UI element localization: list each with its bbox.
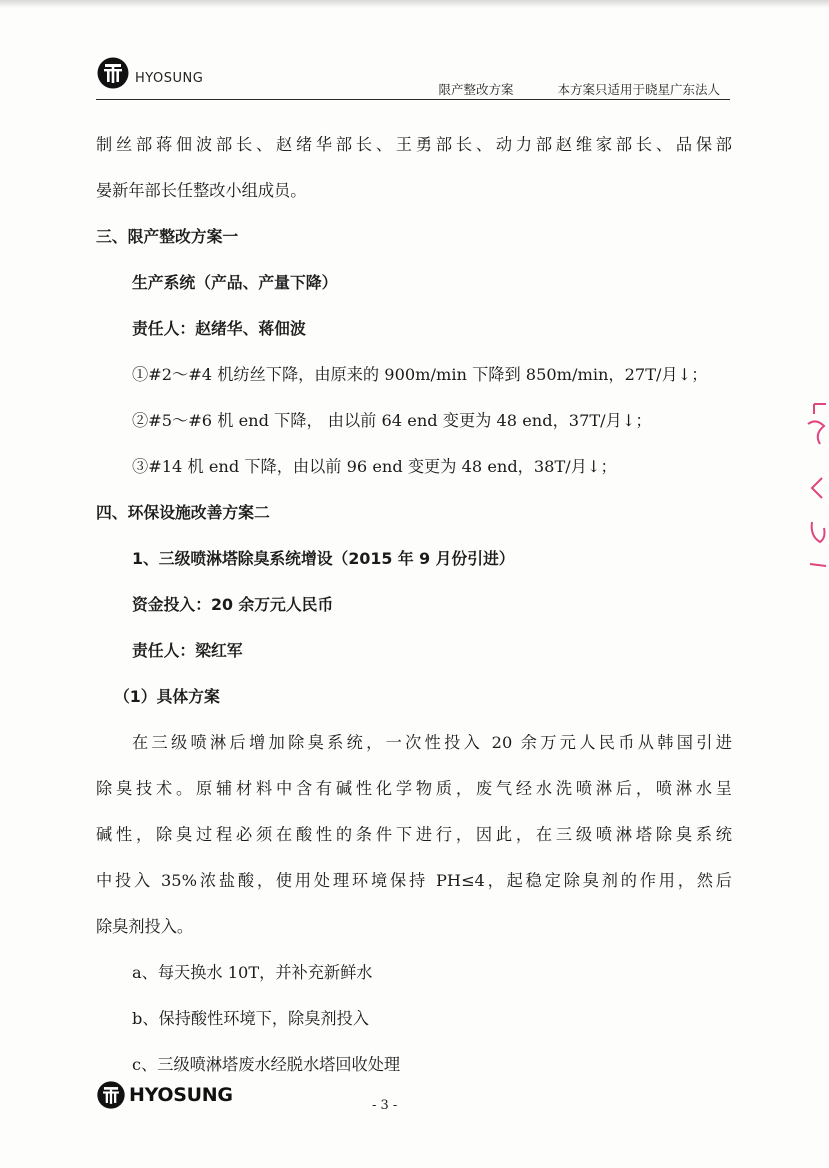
list-item: ①#2～#4 机纺丝下降，由原来的 900m/min 下降到 850m/min，27T/月↓； [132, 365, 708, 384]
paragraph-line: 除臭技术。原辅材料中含有碱性化学物质，废气经水洗喷淋后，喷淋水呈 [96, 779, 732, 798]
list-item: ②#5～#6 机 end 下降， 由以前 64 end 变更为 48 end，37T/月↓； [132, 411, 652, 430]
hyosung-logo-icon [96, 56, 130, 90]
doc-title: 限产整改方案 [438, 82, 514, 97]
funding-line: 资金投入：20 余万元人民币 [132, 595, 334, 614]
page-number: - 3 - [372, 1098, 398, 1113]
step-item: b、保持酸性环境下，除臭剂投入 [132, 1009, 369, 1028]
hyosung-footer-logo-icon [96, 1080, 126, 1110]
paragraph-line: 中投入 35%浓盐酸，使用处理环境保持 PH≤4，起稳定除臭剂的作用，然后 [96, 871, 732, 890]
section-heading-4: 四、环保设施改善方案二 [96, 503, 270, 522]
scan-edge [0, 0, 829, 8]
step-item: c、三级喷淋塔废水经脱水塔回收处理 [132, 1055, 401, 1074]
list-item: ③#14 机 end 下降，由以前 96 end 变更为 48 end，38T/月↓； [132, 457, 617, 476]
footer-brand: HYOSUNG [129, 1084, 233, 1106]
section-heading-3: 三、限产整改方案一 [96, 227, 239, 246]
paragraph-line: 除臭剂投入。 [96, 917, 194, 936]
paragraph-line: 在三级喷淋后增加除臭系统，一次性投入 20 余万元人民币从韩国引进 [132, 733, 732, 752]
header-logo [96, 56, 203, 90]
header-divider [96, 99, 730, 100]
header-brand: HYOSUNG [135, 70, 204, 86]
pink-seal-mark [800, 400, 829, 570]
section-subheading: 1、三级喷淋塔除臭系统增设（2015 年 9 月份引进） [132, 549, 515, 568]
section-subheading: 生产系统（产品、产量下降） [132, 273, 338, 292]
scope-note: 本方案只适用于晓星广东法人 [557, 82, 720, 97]
body-line: 晏新年部长任整改小组成员。 [96, 181, 307, 200]
section-owner: 责任人：梁红军 [132, 641, 243, 660]
body-line: 制丝部蒋佃波部长、赵绪华部长、王勇部长、动力部赵维家部长、品保部 [96, 135, 732, 154]
document-body [96, 126, 732, 1092]
footer-logo [96, 1080, 233, 1110]
plan-heading: （1）具体方案 [114, 687, 220, 706]
step-item: a、每天换水 10T，并补充新鲜水 [132, 963, 373, 982]
page-header [96, 56, 728, 98]
paragraph-line: 碱性，除臭过程必须在酸性的条件下进行，因此，在三级喷淋塔除臭系统 [96, 825, 732, 844]
section-owner: 责任人：赵绪华、蒋佃波 [132, 319, 306, 338]
header-right [398, 80, 720, 98]
